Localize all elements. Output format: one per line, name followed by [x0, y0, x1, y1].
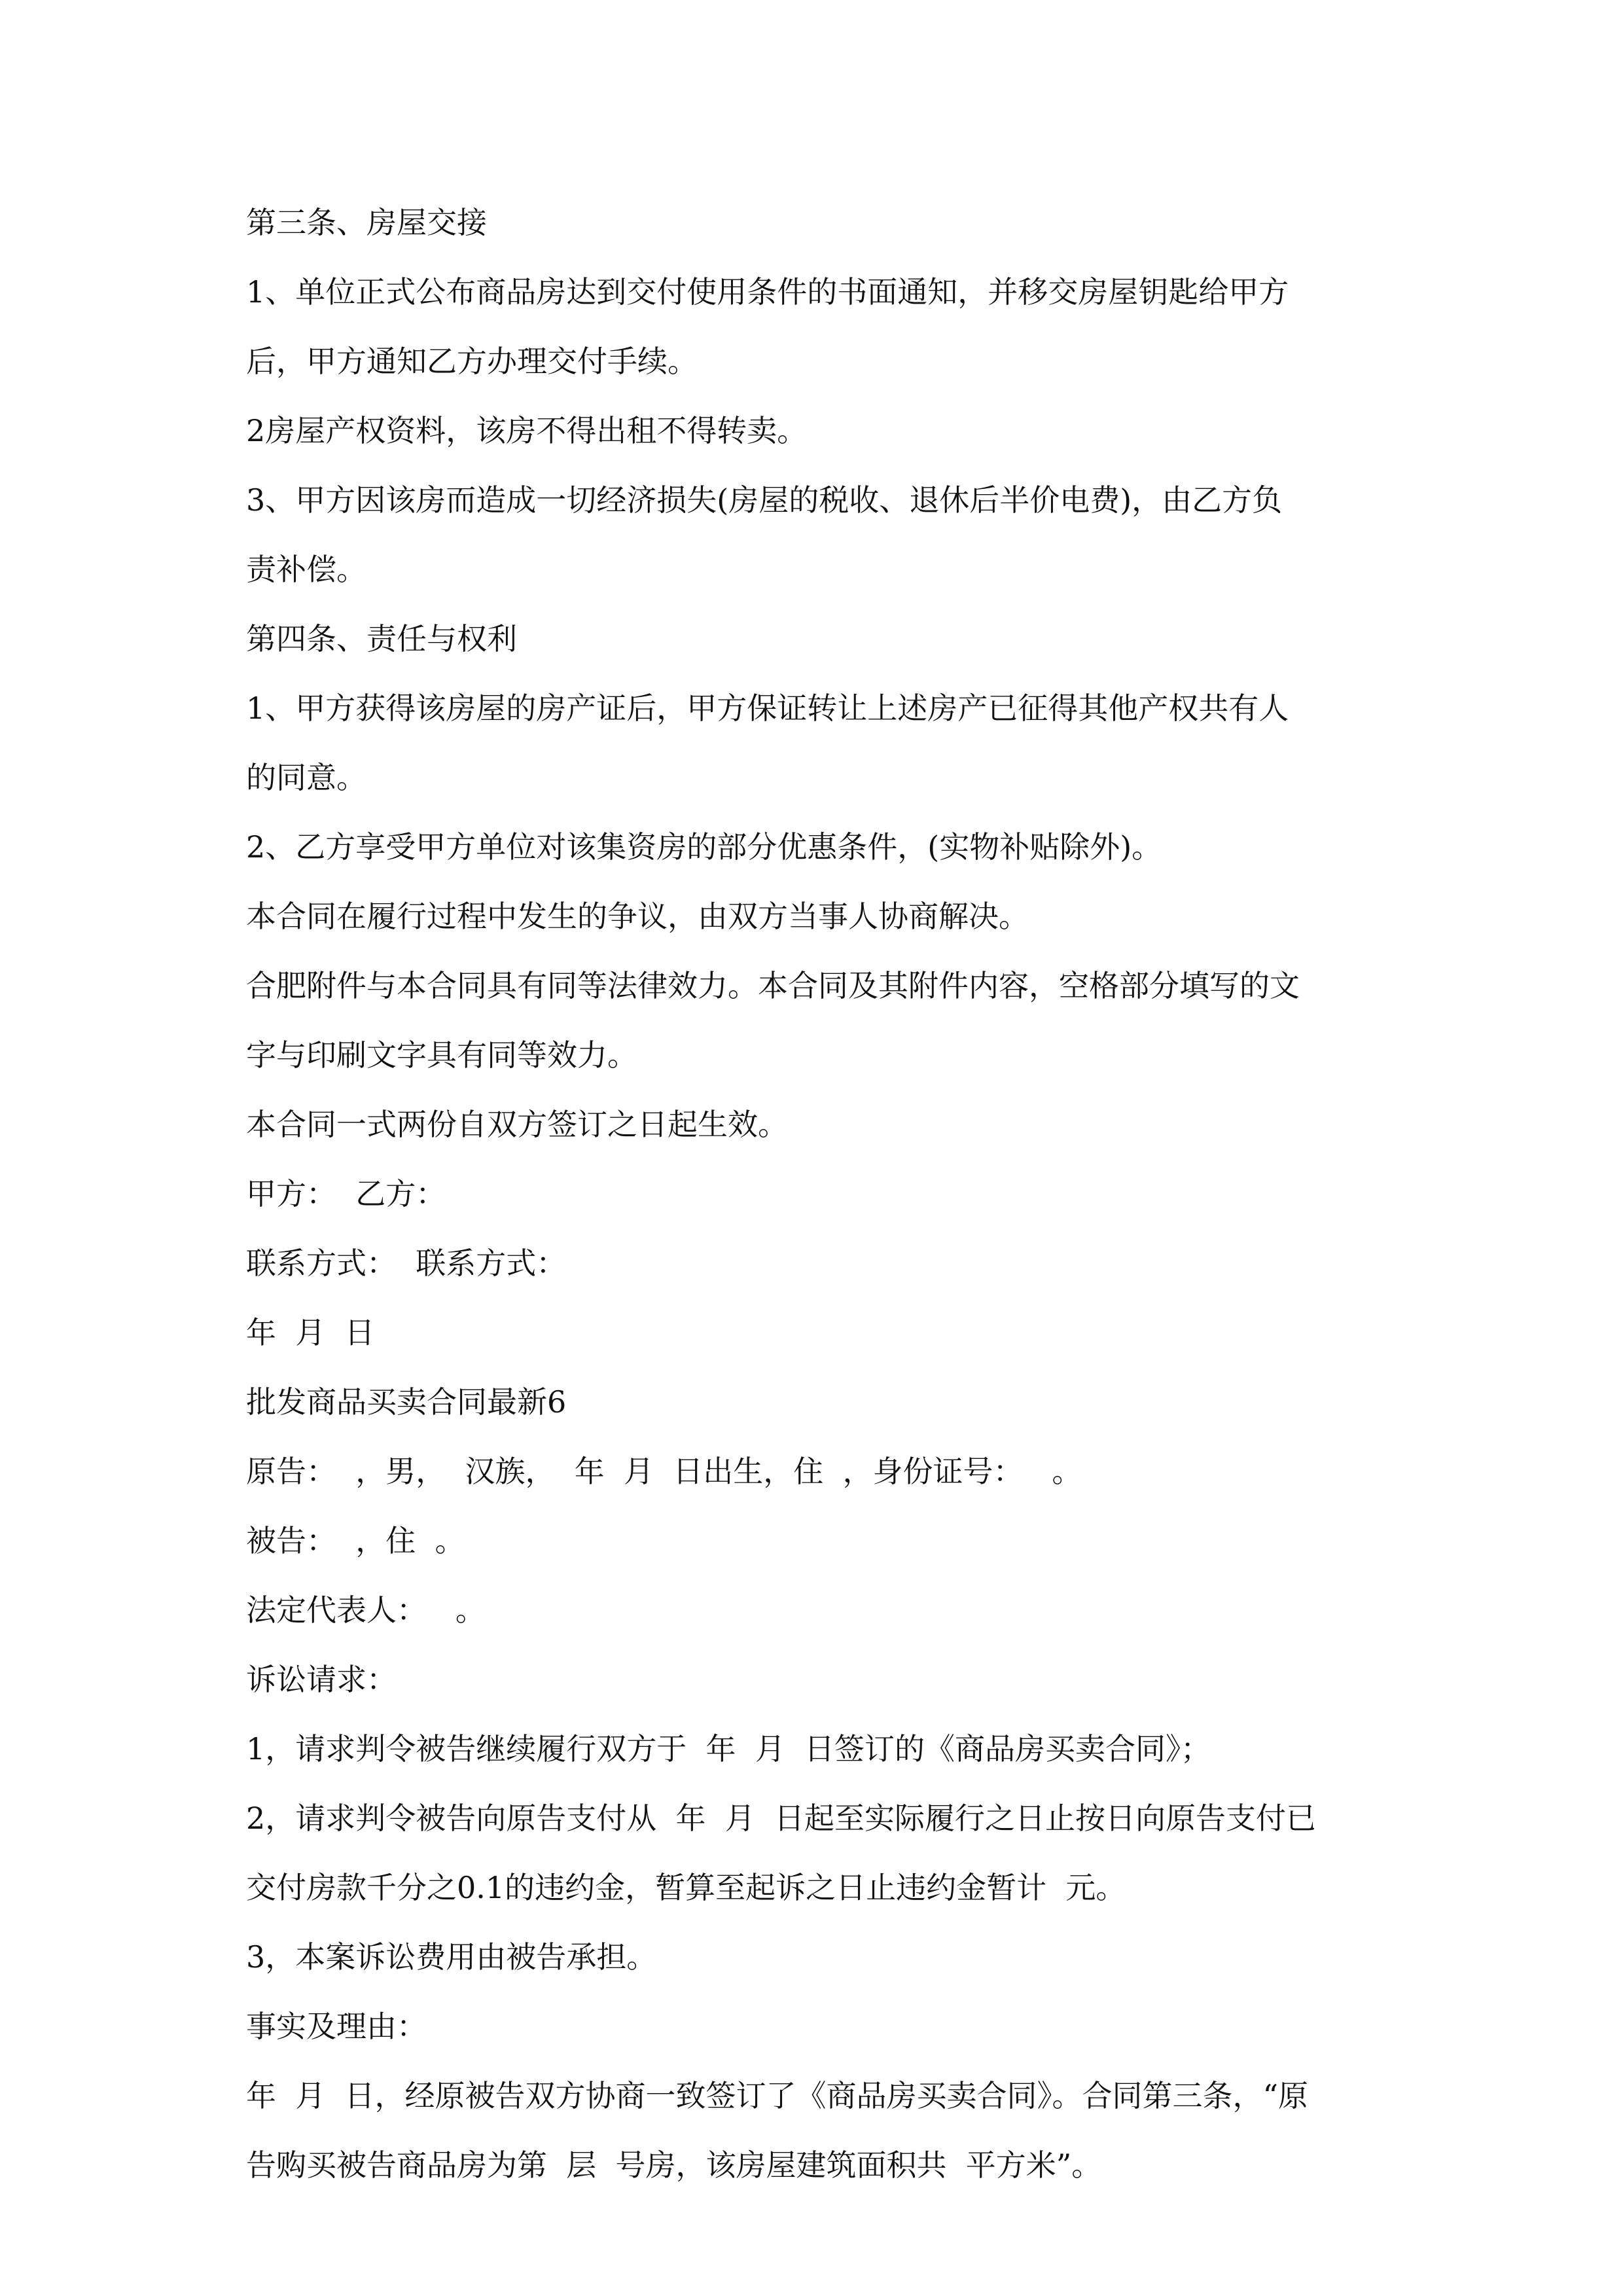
- clause-line: 2房屋产权资料，该房不得出租不得转卖。: [246, 413, 808, 448]
- claim-line: 2，请求判令被告向原告支付从 年 月 日起至实际履行之日止按日向原告支付已: [246, 1801, 1316, 1836]
- legal-representative-line: 法定代表人： 。: [246, 1592, 486, 1628]
- plaintiff-line: 原告： ，男， 汉族， 年 月 日出生，住 ，身份证号： 。: [246, 1454, 1082, 1489]
- claim-line: 1，请求判令被告继续履行双方于 年 月 日签订的《商品房买卖合同》；: [246, 1731, 1211, 1767]
- document-page: [246, 204, 1387, 2183]
- section-heading: 第三条、房屋交接: [246, 205, 487, 240]
- signature-line: 甲方： 乙方：: [246, 1176, 446, 1211]
- clause-line: 本合同在履行过程中发生的争议，由双方当事人协商解决。: [246, 899, 1029, 934]
- clause-line: 的同意。: [246, 760, 366, 795]
- clause-line: 1、甲方获得该房屋的房产证后，甲方保证转让上述房产已征得其他产权共有人: [246, 691, 1289, 726]
- defendant-line: 被告： ，住 。: [246, 1523, 465, 1558]
- clause-line: 3、甲方因该房而造成一切经济损失(房屋的税收、退休后半价电费)，由乙方负: [246, 482, 1283, 518]
- document-title: 批发商品买卖合同最新6: [246, 1384, 567, 1420]
- date-line: 年 月 日: [246, 1315, 375, 1350]
- clause-line: 字与印刷文字具有同等效力。: [246, 1037, 637, 1073]
- facts-line: 年 月 日，经原被告双方协商一致签订了《商品房买卖合同》。合同第三条，“原: [246, 2078, 1309, 2113]
- clause-line: 1、单位正式公布商品房达到交付使用条件的书面通知，并移交房屋钥匙给甲方: [246, 274, 1289, 310]
- claim-line: 3，本案诉讼费用由被告承担。: [246, 1939, 657, 1975]
- clause-line: 责补偿。: [246, 552, 366, 587]
- section-heading: 第四条、责任与权利: [246, 621, 517, 656]
- clause-line: 后，甲方通知乙方办理交付手续。: [246, 344, 698, 379]
- facts-heading: 事实及理由：: [246, 2009, 427, 2044]
- contact-line: 联系方式： 联系方式：: [246, 1246, 567, 1281]
- claims-heading: 诉讼请求：: [246, 1662, 397, 1697]
- clause-line: 2、乙方享受甲方单位对该集资房的部分优惠条件，(实物补贴除外)。: [246, 829, 1162, 865]
- clause-line: 合肥附件与本合同具有同等法律效力。本合同及其附件内容，空格部分填写的文: [246, 968, 1300, 1003]
- clause-line: 本合同一式两份自双方签订之日起生效。: [246, 1107, 788, 1142]
- facts-line: 告购买被告商品房为第 层 号房，该房屋建筑面积共 平方米”。: [246, 2147, 1102, 2183]
- claim-line: 交付房款千分之0.1的违约金，暂算至起诉之日止违约金暂计 元。: [246, 1870, 1126, 1905]
